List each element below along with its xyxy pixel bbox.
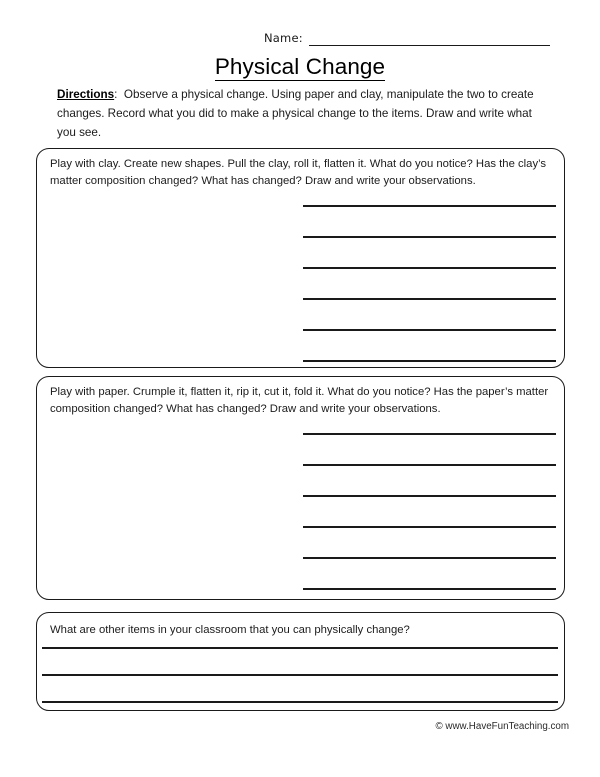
answer-line[interactable]	[42, 674, 558, 701]
activity-prompt-paper: Play with paper. Crumple it, flatten it, rip it, cut it, fold it. What do you notice? Has the paper’s matter composition changed? What has changed? Draw and write your observations.	[50, 386, 549, 415]
answer-lines-other-items	[42, 647, 558, 728]
page-title-text: Physical Change	[215, 54, 385, 81]
answer-line[interactable]	[303, 329, 556, 360]
answer-line[interactable]	[303, 298, 556, 329]
name-field[interactable]	[264, 31, 550, 46]
answer-line[interactable]	[303, 526, 556, 557]
activity-prompt-clay: Play with clay. Create new shapes. Pull the clay, roll it, flatten it. What do you notice? Has the clay’s matter composition changed? What has changed? Draw and write your observations.	[50, 158, 547, 187]
answer-line[interactable]	[303, 205, 556, 236]
directions-separator: :	[114, 88, 118, 101]
answer-line[interactable]	[303, 464, 556, 495]
name-field-writing-rule[interactable]	[309, 45, 550, 46]
activity-box-paper	[36, 376, 565, 600]
directions-block	[57, 86, 547, 143]
answer-line[interactable]	[42, 647, 558, 674]
page-title	[0, 54, 600, 81]
directions-text: Observe a physical change. Using paper and clay, manipulate the two to create changes. Record what you did to make a physical change to the items. Draw and write what you see.	[57, 88, 534, 139]
directions-label: Directions	[57, 88, 115, 101]
answer-lines-clay	[303, 205, 556, 391]
activity-box-other-items	[36, 612, 565, 711]
activity-box-clay	[36, 148, 565, 368]
footer-copyright: © www.HaveFunTeaching.com	[435, 721, 569, 732]
activity-prompt-other-items: What are other items in your classroom that you can physically change?	[50, 624, 410, 636]
answer-line[interactable]	[303, 495, 556, 526]
answer-lines-paper	[303, 433, 556, 619]
answer-line[interactable]	[303, 236, 556, 267]
answer-line[interactable]	[303, 433, 556, 464]
answer-line[interactable]	[303, 557, 556, 588]
name-field-label: Name:	[264, 31, 303, 45]
answer-line[interactable]	[303, 267, 556, 298]
